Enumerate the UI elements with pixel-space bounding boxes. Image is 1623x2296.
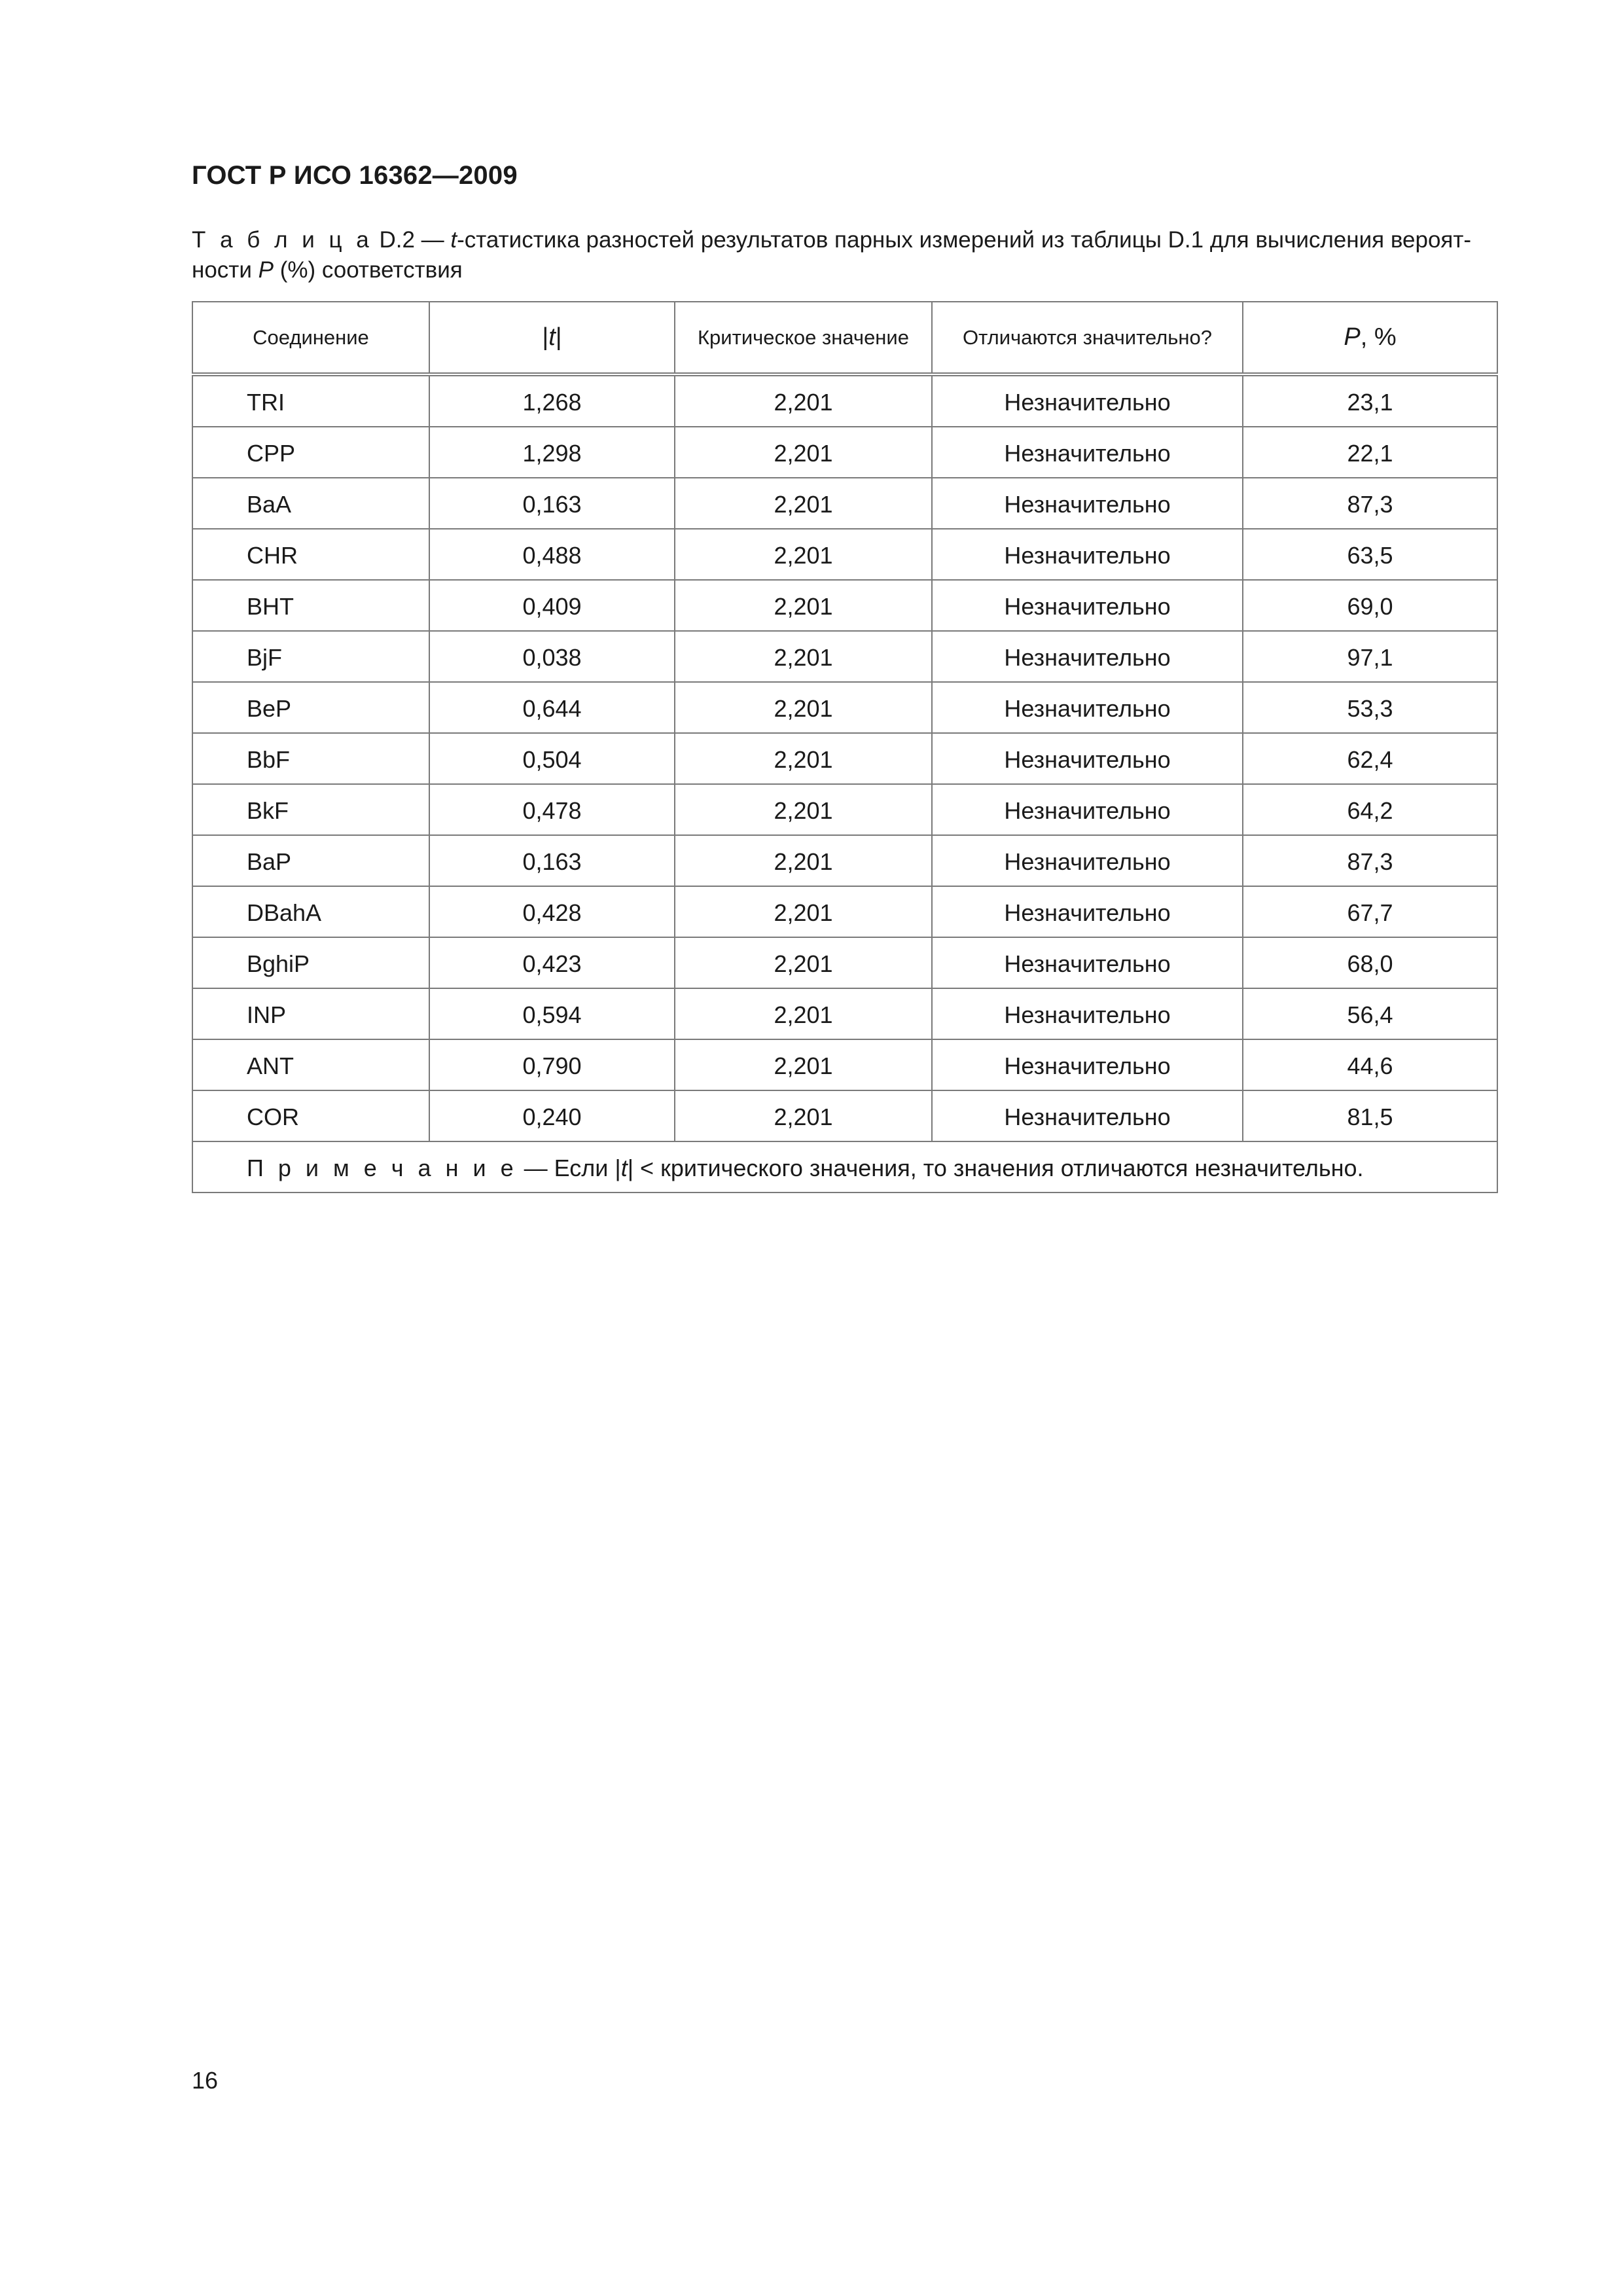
cell-compound: BaA (192, 478, 429, 529)
table-header-row (192, 302, 1497, 374)
cell-t-value: 0,240 (429, 1090, 675, 1141)
cell-t-value: 0,790 (429, 1039, 675, 1090)
cell-significance: Незначительно (932, 988, 1243, 1039)
cell-critical-value: 2,201 (675, 631, 932, 682)
table-body (192, 374, 1497, 1141)
cell-critical-value: 2,201 (675, 682, 932, 733)
p-symbol: P (1344, 323, 1361, 351)
cell-critical-value: 2,201 (675, 374, 932, 427)
cell-p-value: 56,4 (1243, 988, 1497, 1039)
cell-compound: CHR (192, 529, 429, 580)
t-statistics-table (192, 301, 1498, 1193)
table-row (192, 835, 1497, 886)
cell-p-value: 62,4 (1243, 733, 1497, 784)
cell-critical-value: 2,201 (675, 1039, 932, 1090)
caption-number: D.2 — (379, 227, 451, 253)
table-row (192, 427, 1497, 478)
cell-critical-value: 2,201 (675, 580, 932, 631)
cell-compound: COR (192, 1090, 429, 1141)
cell-critical-value: 2,201 (675, 988, 932, 1039)
cell-significance: Незначительно (932, 784, 1243, 835)
table-row (192, 1039, 1497, 1090)
table-row (192, 988, 1497, 1039)
cell-compound: BghiP (192, 937, 429, 988)
column-header-compound: Соединение (192, 302, 429, 374)
cell-significance: Незначительно (932, 1039, 1243, 1090)
cell-p-value: 87,3 (1243, 478, 1497, 529)
column-header-critical: Критическое значение (675, 302, 932, 374)
cell-critical-value: 2,201 (675, 1090, 932, 1141)
note-t-symbol: t (620, 1155, 628, 1181)
cell-t-value: 0,409 (429, 580, 675, 631)
cell-p-value: 67,7 (1243, 886, 1497, 937)
cell-compound: BeP (192, 682, 429, 733)
cell-significance: Незначительно (932, 529, 1243, 580)
cell-compound: BaP (192, 835, 429, 886)
cell-compound: BbF (192, 733, 429, 784)
cell-p-value: 81,5 (1243, 1090, 1497, 1141)
cell-t-value: 0,478 (429, 784, 675, 835)
note-text-1: — Если | (517, 1155, 621, 1181)
cell-significance: Незначительно (932, 580, 1243, 631)
cell-compound: BkF (192, 784, 429, 835)
table-row (192, 1090, 1497, 1141)
caption-t-symbol: t (450, 227, 457, 253)
column-header-t-abs: |t| (429, 302, 675, 374)
cell-p-value: 44,6 (1243, 1039, 1497, 1090)
cell-significance: Незначительно (932, 886, 1243, 937)
cell-compound: DBahA (192, 886, 429, 937)
table-row (192, 937, 1497, 988)
table-row (192, 733, 1497, 784)
table-row (192, 374, 1497, 427)
cell-t-value: 1,298 (429, 427, 675, 478)
cell-compound: BHT (192, 580, 429, 631)
cell-t-value: 0,163 (429, 835, 675, 886)
cell-significance: Незначительно (932, 682, 1243, 733)
cell-significance: Незначительно (932, 631, 1243, 682)
p-suffix: , % (1360, 323, 1397, 351)
cell-p-value: 53,3 (1243, 682, 1497, 733)
cell-t-value: 0,594 (429, 988, 675, 1039)
column-header-significant: Отличаются значительно? (932, 302, 1243, 374)
cell-t-value: 1,268 (429, 374, 675, 427)
cell-p-value: 64,2 (1243, 784, 1497, 835)
column-header-p (1243, 302, 1497, 374)
table-note (192, 1141, 1497, 1193)
cell-critical-value: 2,201 (675, 478, 932, 529)
cell-significance: Незначительно (932, 427, 1243, 478)
cell-significance: Незначительно (932, 1090, 1243, 1141)
table-caption (192, 225, 1501, 285)
cell-p-value: 87,3 (1243, 835, 1497, 886)
cell-significance: Незначительно (932, 478, 1243, 529)
cell-p-value: 69,0 (1243, 580, 1497, 631)
cell-t-value: 0,423 (429, 937, 675, 988)
table-row (192, 631, 1497, 682)
cell-p-value: 23,1 (1243, 374, 1497, 427)
note-text-2: | < критического значения, то значения отличаются незначительно. (627, 1155, 1364, 1181)
cell-significance: Незначительно (932, 733, 1243, 784)
cell-critical-value: 2,201 (675, 427, 932, 478)
caption-text-2: (%) соответствия (273, 257, 463, 283)
cell-critical-value: 2,201 (675, 835, 932, 886)
cell-compound: INP (192, 988, 429, 1039)
cell-t-value: 0,504 (429, 733, 675, 784)
table-row (192, 478, 1497, 529)
cell-compound: BjF (192, 631, 429, 682)
cell-significance: Незначительно (932, 835, 1243, 886)
cell-p-value: 22,1 (1243, 427, 1497, 478)
table-row (192, 682, 1497, 733)
note-label: П р и м е ч а н и е (247, 1155, 518, 1181)
cell-t-value: 0,488 (429, 529, 675, 580)
caption-text-1: -статистика разностей результатов парных измерений из таблицы D.1 для вычисления вероят-ности (192, 227, 1472, 283)
cell-compound: ANT (192, 1039, 429, 1090)
cell-critical-value: 2,201 (675, 529, 932, 580)
caption-label: Т а б л и ц а (192, 227, 373, 253)
cell-t-value: 0,428 (429, 886, 675, 937)
cell-t-value: 0,163 (429, 478, 675, 529)
cell-critical-value: 2,201 (675, 784, 932, 835)
table-row (192, 784, 1497, 835)
document-header: ГОСТ Р ИСО 16362—2009 (192, 161, 518, 190)
cell-critical-value: 2,201 (675, 733, 932, 784)
cell-p-value: 63,5 (1243, 529, 1497, 580)
cell-compound: CPP (192, 427, 429, 478)
cell-critical-value: 2,201 (675, 937, 932, 988)
cell-significance: Незначительно (932, 374, 1243, 427)
cell-compound: TRI (192, 374, 429, 427)
page-number: 16 (192, 2067, 219, 2094)
table-row (192, 529, 1497, 580)
cell-t-value: 0,644 (429, 682, 675, 733)
caption-p-symbol: P (258, 257, 274, 283)
table-row (192, 580, 1497, 631)
cell-p-value: 68,0 (1243, 937, 1497, 988)
cell-significance: Незначительно (932, 937, 1243, 988)
note-row (192, 1141, 1497, 1193)
cell-critical-value: 2,201 (675, 886, 932, 937)
cell-t-value: 0,038 (429, 631, 675, 682)
cell-p-value: 97,1 (1243, 631, 1497, 682)
table-row (192, 886, 1497, 937)
